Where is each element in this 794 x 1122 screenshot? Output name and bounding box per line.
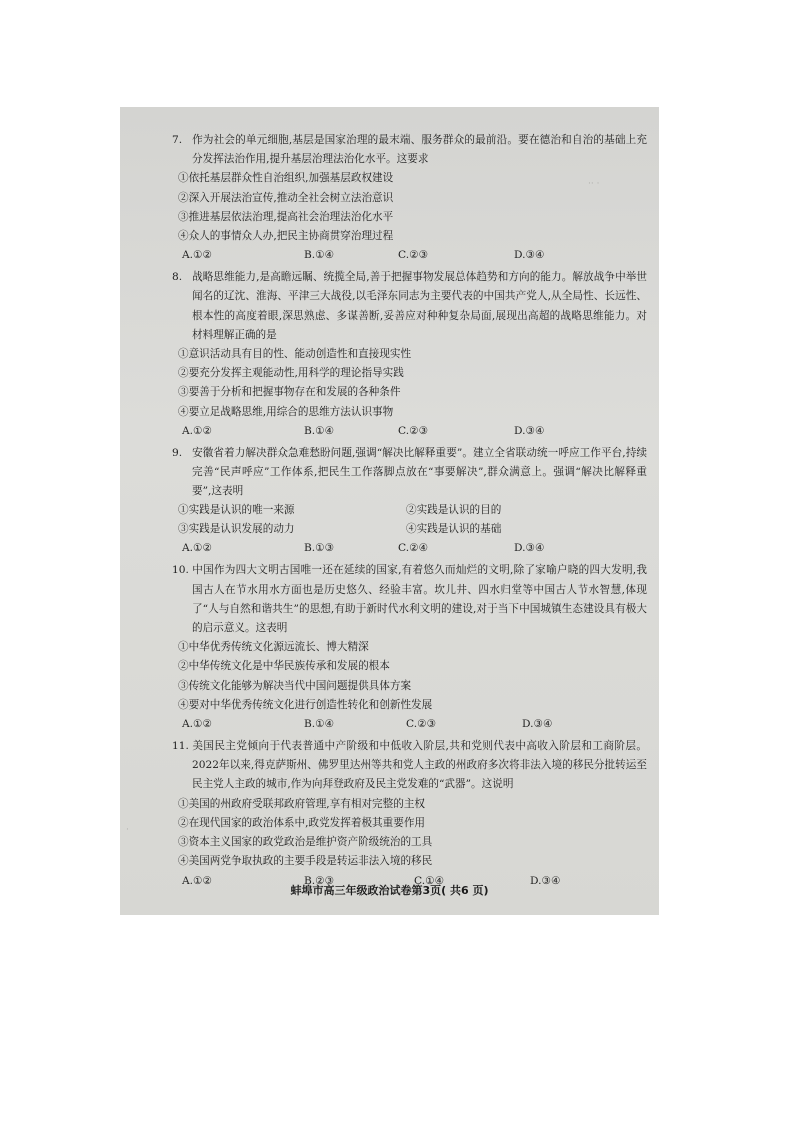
option-d: D.③④ — [514, 249, 545, 262]
bleed-through-mark: · — [126, 825, 129, 835]
question-stem — [172, 561, 647, 638]
option-b: B.①④ — [304, 424, 335, 437]
bleed-through-mark: ·· · — [588, 179, 600, 189]
statement-item: ①实践是认识的唯一来源 — [178, 504, 295, 517]
option-a: A.①② — [182, 542, 213, 555]
question-stem — [172, 737, 647, 795]
statement-item: ③资本主义国家的政党政治是维护资产阶级统治的工具 — [178, 836, 433, 849]
statement-row — [172, 520, 647, 539]
page-footer: 蚌埠市高三年级政治试卷第3页( 共6 页) — [290, 884, 489, 897]
statement-item: ②在现代国家的政治体系中,政党发挥着极其重要作用 — [178, 816, 426, 829]
question-stem — [172, 268, 647, 345]
option-d: D.③④ — [514, 424, 545, 437]
question-number: 11. — [172, 740, 189, 753]
question-9 — [172, 444, 647, 559]
option-a: A.①② — [182, 718, 213, 731]
option-a: A.①② — [182, 424, 213, 437]
question-text: 美国民主党倾向于代表普通中产阶级和中低收入阶层,共和党则代表中高收入阶层和工商阶层。2022年以来,得克萨斯州、佛罗里达州等共和党人主政的州政府多次将非法入境的移民分批转运至民主党人主政的城市,作为向拜登政府及民主党发难的“武器”。这说明 — [192, 740, 647, 791]
exam-questions — [172, 131, 647, 894]
question-number: 9. — [172, 446, 183, 459]
option-c: C.②③ — [406, 718, 437, 731]
statement-item: ④美国两党争取执政的主要手段是转运非法入境的移民 — [178, 855, 433, 868]
statement-item: ④实践是认识的基础 — [406, 523, 502, 536]
question-8 — [172, 268, 647, 441]
option-d: D.③④ — [522, 718, 553, 731]
question-stem — [172, 444, 647, 502]
question-number: 10. — [172, 564, 189, 577]
option-c: C.②③ — [398, 249, 429, 262]
statement-item: ③传统文化能够为解决当代中国问题提供具体方案 — [178, 679, 412, 692]
question-10 — [172, 561, 647, 734]
question-number: 8. — [172, 271, 183, 284]
option-b: B.①③ — [304, 542, 335, 555]
statement-item: ④要对中华优秀传统文化进行创造性转化和创新性发展 — [178, 698, 433, 711]
question-number: 7. — [172, 134, 183, 146]
statement-item: ③推进基层依法治理,提高社会治理法治化水平 — [178, 210, 394, 223]
statement-item: ②要充分发挥主观能动性,用科学的理论指导实践 — [178, 367, 404, 380]
option-c: C.②③ — [398, 424, 429, 437]
option-a: A.①② — [182, 874, 213, 887]
statement-item: ④众人的事情众人办,把民主协商贯穿治理过程 — [178, 230, 394, 243]
option-b: B.①④ — [304, 249, 335, 262]
statement-item: ①美国的州政府受联邦政府管理,享有相对完整的主权 — [178, 797, 426, 810]
option-a: A.①② — [182, 249, 213, 262]
answer-options — [172, 246, 647, 265]
question-7 — [172, 131, 647, 265]
statement-item: ①意识活动具有目的性、能动创造性和直接现实性 — [178, 348, 412, 361]
option-c: C.①④ — [414, 874, 445, 887]
option-d: D.③④ — [514, 542, 545, 555]
statement-row — [172, 501, 647, 520]
statement-item: ③要善于分析和把握事物存在和发展的各种条件 — [178, 386, 401, 399]
statement-item: ②实践是认识的目的 — [406, 504, 502, 517]
answer-options — [172, 539, 647, 558]
option-b: B.①④ — [304, 718, 335, 731]
statement-item: ②中华传统文化是中华民族传承和发展的根本 — [178, 660, 390, 673]
option-c: C.②④ — [398, 542, 429, 555]
question-stem — [172, 131, 647, 169]
answer-options — [172, 422, 647, 441]
exam-page-photo — [120, 107, 659, 915]
answer-options — [172, 715, 647, 734]
question-text: 安徽省着力解决群众急难愁盼问题,强调“解决比解释重要”。建立全省联动统一呼应工作平台,持续完善“民声呼应”工作体系,把民生工作落脚点放在“事要解决”,群众满意上。强调“解决比解释重要”,这表明 — [192, 446, 647, 498]
statement-item: ②深入开展法治宣传,推动全社会树立法治意识 — [178, 191, 394, 204]
option-d: D.③④ — [530, 874, 561, 887]
statement-item: ①中华优秀传统文化源远流长、博大精深 — [178, 641, 369, 654]
statement-item: ③实践是认识发展的动力 — [178, 523, 295, 536]
option-b: B.②③ — [304, 874, 335, 887]
question-text: 作为社会的单元细胞,基层是国家治理的最末端、服务群众的最前沿。要在德治和自治的基础上充分发挥法治作用,提升基层治理法治化水平。这要求 — [192, 134, 647, 166]
statement-item: ④要立足战略思维,用综合的思维方法认识事物 — [178, 405, 394, 418]
question-11 — [172, 737, 647, 890]
question-text: 战略思维能力,是高瞻远瞩、统揽全局,善于把握事物发展总体趋势和方向的能力。解放战争中举世闻名的辽沈、淮海、平津三大战役,以毛泽东同志为主要代表的中国共产党人,从全局性、长远性、根本性的高度着眼,深思熟虑、多谋善断,妥善应对种种复杂局面,展现出高超的战略思维能力。对材料理解正确的是 — [192, 271, 647, 341]
question-text: 中国作为四大文明古国唯一还在延续的国家,有着悠久而灿烂的文明,除了家喻户晓的四大发明,我国古人在节水用水方面也是历史悠久、经验丰富。坎儿井、四水归堂等中国古人节水智慧,体现了“人与自然和谐共生”的思想,有助于新时代水利文明的建设,对于当下中国城镇生态建设具有极大的启示意义。这表明 — [192, 564, 647, 635]
statement-item: ①依托基层群众性自治组织,加强基层政权建设 — [178, 172, 394, 185]
